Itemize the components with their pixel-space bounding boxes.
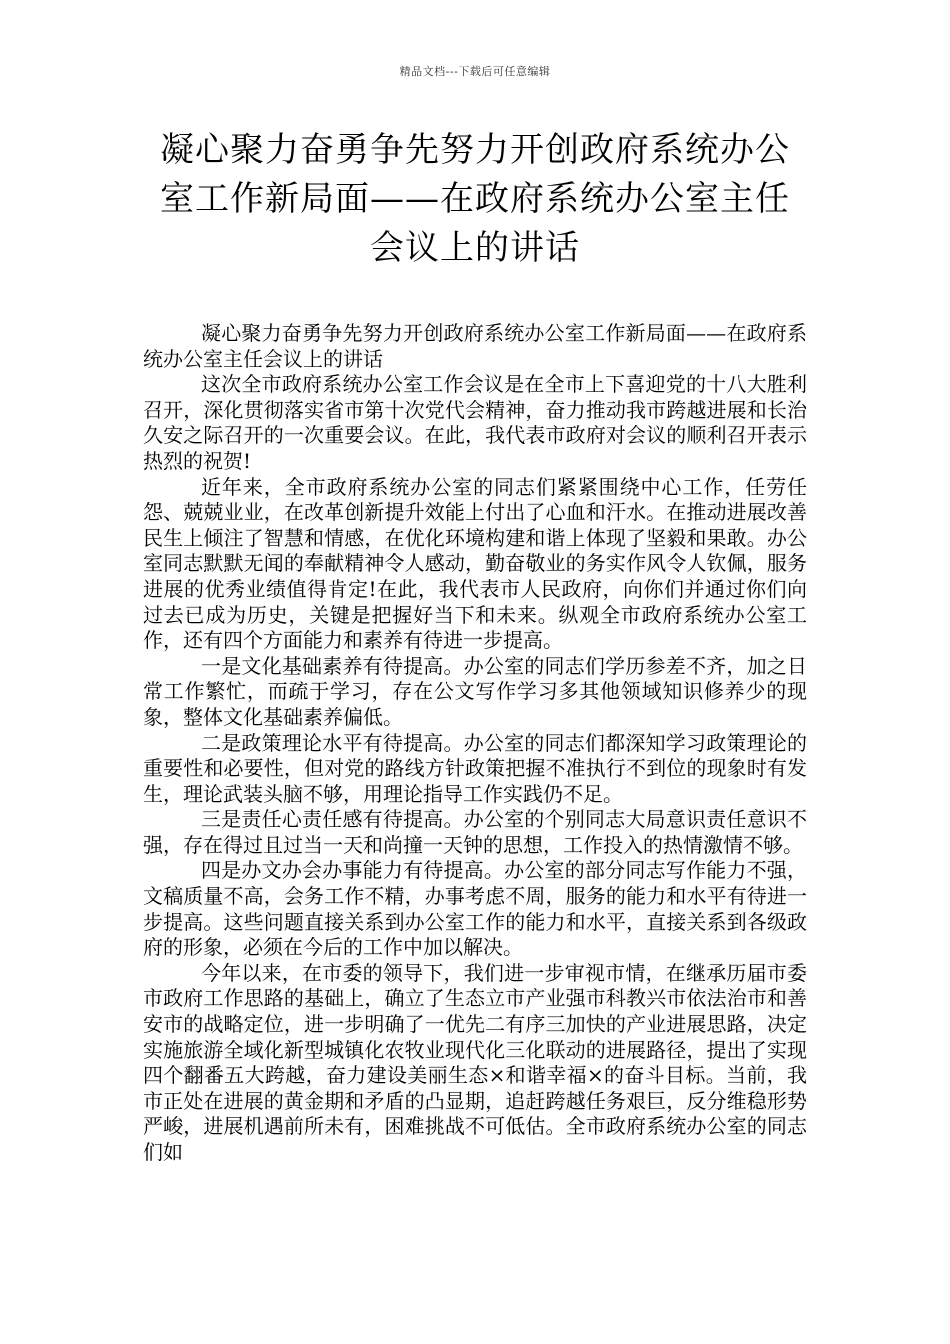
page-header: 精品文档---下载后可任意编辑 — [399, 65, 551, 78]
paragraph: 二是政策理论水平有待提高。办公室的同志们都深知学习政策理论的重要性和必要性，但对党的路线方针政策把握不准执行不到位的现象时有发生，理论武装头脑不够，用理论指导工作实践仍不足。 — [143, 730, 807, 806]
paragraph: 三是责任心责任感有待提高。办公室的个别同志大局意识责任意识不强，存在得过且过当一天和尚撞一天钟的思想，工作投入的热情激情不够。 — [143, 807, 807, 857]
paragraph: 这次全市政府系统办公室工作会议是在全市上下喜迎党的十八大胜利召开，深化贯彻落实省市第十次党代会精神，奋力推动我市跨越进展和长治久安之际召开的一次重要会议。在此，我代表市政府对会议的顺利召开表示热烈的祝贺! — [143, 372, 807, 473]
paragraph-subtitle: 凝心聚力奋勇争先努力开创政府系统办公室工作新局面——在政府系统办公室主任会议上的讲话 — [143, 321, 807, 371]
document-body — [143, 321, 807, 1166]
paragraph: 四是办文办会办事能力有待提高。办公室的部分同志写作能力不强，文稿质量不高，会务工作不精，办事考虑不周，服务的能力和水平有待进一步提高。这些问题直接关系到办公室工作的能力和水平，直接关系到各级政府的形象，必须在今后的工作中加以解决。 — [143, 858, 807, 960]
paragraph: 今年以来，在市委的领导下，我们进一步审视市情，在继承历届市委市政府工作思路的基础上，确立了生态立市产业强市科教兴市依法治市和善安市的战略定位，进一步明确了一优先二有序三加快的产业进展思路，决定实施旅游全域化新型城镇化农牧业现代化三化联动的进展路径，提出了实现四个翻番五大跨越，奋力建设美丽生态×和谐幸福×的奋斗目标。当前，我市正处在进展的黄金期和矛盾的凸显期，追赶跨越任务艰巨，反分维稳形势严峻，进展机遇前所未有，困难挑战不可低估。全市政府系统办公室的同志们如 — [143, 960, 807, 1164]
paragraph: 一是文化基础素养有待提高。办公室的同志们学历参差不齐，加之日常工作繁忙，而疏于学习，存在公文写作学习多其他领域知识修养少的现象，整体文化基础素养偏低。 — [143, 653, 807, 729]
document-title: 凝心聚力奋勇争先努力开创政府系统办公室工作新局面——在政府系统办公室主任会议上的讲话 — [160, 130, 790, 268]
paragraph: 近年来，全市政府系统办公室的同志们紧紧围绕中心工作，任劳任怨、兢兢业业，在改革创新提升效能上付出了心血和汗水。在推动进展改善民生上倾注了智慧和情感，在优化环境构建和谐上体现了坚毅和果敢。办公室同志默默无闻的奉献精神令人感动，勤奋敬业的务实作风令人钦佩，服务进展的优秀业绩值得肯定!在此，我代表市人民政府，向你们并通过你们向过去已成为历史，关键是把握好当下和未来。纵观全市政府系统办公室工作，还有四个方面能力和素养有待进一步提高。 — [143, 474, 807, 653]
